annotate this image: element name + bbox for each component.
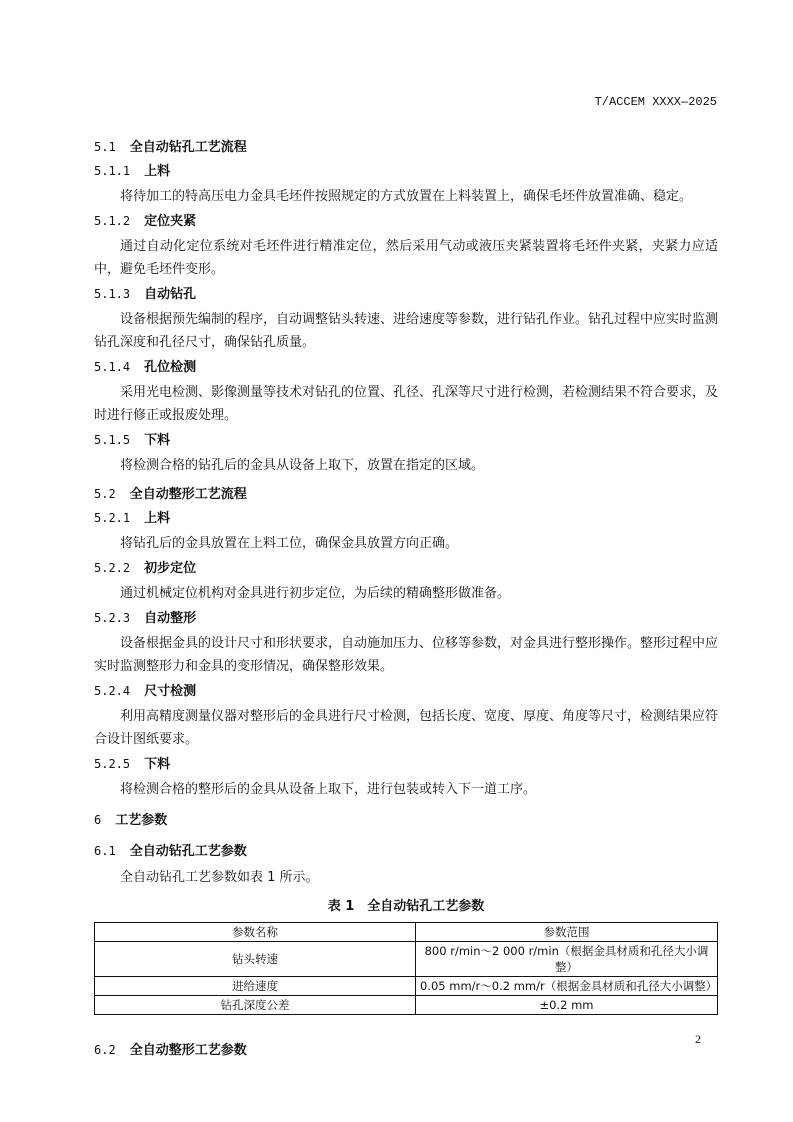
subsection-number: 5.2.1 <box>94 511 131 525</box>
paragraph: 将检测合格的钻孔后的金具从设备上取下，放置在指定的区域。 <box>120 458 485 473</box>
subsection-title: 初步定位 <box>144 561 197 576</box>
paragraph: 通过自动化定位系统对毛坯件进行精准定位，然后采用气动或液压夹紧装置将毛坯件夹紧，夹紧力应适中，避免毛坯件变形。 <box>94 239 718 277</box>
section-title: 工艺参数 <box>115 813 168 828</box>
section-number: 5.2 <box>94 487 116 501</box>
subsection-number: 5.1.1 <box>94 164 131 178</box>
subsection-number: 5.1.5 <box>94 433 131 447</box>
subsection-heading <box>94 755 718 774</box>
section-5-1-5 <box>94 431 718 477</box>
subsection-number: 5.2.2 <box>94 561 131 575</box>
subsection-heading <box>94 609 718 628</box>
section-5-1-3 <box>94 285 718 354</box>
section-5-2-heading <box>94 485 718 504</box>
paragraph: 采用光电检测、影像测量等技术对钻孔的位置、孔径、孔深等尺寸进行检测，若检测结果不符合要求，及时进行修正或报废处理。 <box>94 385 719 423</box>
paragraph: 设备根据金具的设计尺寸和形状要求，自动施加压力、位移等参数，对金具进行整形操作。整形过程中应实时监测整形力和金具的变形情况，确保整形效果。 <box>94 636 719 674</box>
subsection-title: 上料 <box>144 164 171 179</box>
table-header-row <box>95 923 718 942</box>
subsection-title: 自动整形 <box>144 611 197 626</box>
subsection-heading <box>94 509 718 528</box>
table-row <box>95 977 718 996</box>
subsection-title: 孔位检测 <box>144 360 197 375</box>
table-row <box>95 996 718 1015</box>
section-5-1-4 <box>94 358 718 427</box>
section-number: 6 <box>94 813 102 827</box>
table-cell: ±0.2 mm <box>416 996 718 1015</box>
section-5-1-1 <box>94 162 718 208</box>
paragraph: 设备根据预先编制的程序，自动调整钻头转速、进给速度等参数，进行钻孔作业。钻孔过程中应实时监测钻孔深度和孔径尺寸，确保钻孔质量。 <box>94 312 719 350</box>
paragraph: 利用高精度测量仪器对整形后的金具进行尺寸检测，包括长度、宽度、厚度、角度等尺寸，检测结果应符合设计图纸要求。 <box>94 709 719 747</box>
subsection-heading <box>94 431 718 450</box>
subsection-title: 下料 <box>144 757 171 772</box>
table-cell: 0.05 mm/r～0.2 mm/r（根据金具材质和孔径大小调整） <box>416 977 718 996</box>
subsection-number: 5.1.4 <box>94 360 131 374</box>
page-number: 2 <box>695 1032 701 1046</box>
table-cell: 钻孔深度公差 <box>95 996 416 1015</box>
paragraph: 将钻孔后的金具放置在上料工位，确保金具放置方向正确。 <box>120 536 459 551</box>
subsection-number: 5.1.2 <box>94 214 131 228</box>
section-6-1-heading <box>94 842 718 861</box>
subsection-heading <box>94 212 718 231</box>
table-header-cell: 参数名称 <box>95 923 416 942</box>
subsection-heading <box>94 285 718 304</box>
subsection-heading <box>94 162 718 181</box>
paragraph: 通过机械定位机构对金具进行初步定位，为后续的精确整形做准备。 <box>120 586 511 601</box>
table-intro-paragraph: 全自动钻孔工艺参数如表 1 所示。 <box>120 870 319 885</box>
subsection-title: 定位夹紧 <box>144 214 197 229</box>
section-title: 全自动整形工艺参数 <box>129 1043 247 1058</box>
document-code: T/ACCEM XXXX—2025 <box>594 95 717 109</box>
table-cell: 800 r/min～2 000 r/min（根据金具材质和孔径大小调整） <box>416 942 718 977</box>
section-5-2-3 <box>94 609 718 678</box>
section-title: 全自动整形工艺流程 <box>129 487 247 502</box>
section-5-2-4 <box>94 682 718 751</box>
paragraph: 将检测合格的整形后的金具从设备上取下，进行包装或转入下一道工序。 <box>120 782 537 797</box>
subsection-title: 下料 <box>144 433 171 448</box>
section-5-2-5 <box>94 755 718 801</box>
page-content <box>94 130 718 1065</box>
subsection-heading <box>94 559 718 578</box>
subsection-title: 自动钻孔 <box>144 287 197 302</box>
table-cell: 进给速度 <box>95 977 416 996</box>
subsection-title: 尺寸检测 <box>144 684 197 699</box>
subsection-heading <box>94 682 718 701</box>
section-title: 全自动钻孔工艺流程 <box>129 140 247 155</box>
section-number: 6.2 <box>94 1043 116 1057</box>
section-5-1-2 <box>94 212 718 281</box>
subsection-number: 5.1.3 <box>94 287 131 301</box>
section-5-1-heading <box>94 138 718 157</box>
paragraph: 将待加工的特高压电力金具毛坯件按照规定的方式放置在上料装置上，确保毛坯件放置准确、稳定。 <box>120 189 693 204</box>
section-number: 6.1 <box>94 844 116 858</box>
table-row <box>95 942 718 977</box>
table-header-cell: 参数范围 <box>416 923 718 942</box>
subsection-title: 上料 <box>144 511 171 526</box>
section-6-heading <box>94 811 718 830</box>
subsection-number: 5.2.3 <box>94 611 131 625</box>
table-cell: 钻头转速 <box>95 942 416 977</box>
section-5-2-2 <box>94 559 718 605</box>
subsection-number: 5.2.5 <box>94 757 131 771</box>
subsection-heading <box>94 358 718 377</box>
section-5-2-1 <box>94 509 718 555</box>
parameters-table <box>94 922 718 1015</box>
section-title: 全自动钻孔工艺参数 <box>129 844 247 859</box>
table-caption: 表 1 全自动钻孔工艺参数 <box>327 899 485 914</box>
section-number: 5.1 <box>94 140 116 154</box>
subsection-number: 5.2.4 <box>94 684 131 698</box>
section-6-2-heading <box>94 1041 718 1060</box>
